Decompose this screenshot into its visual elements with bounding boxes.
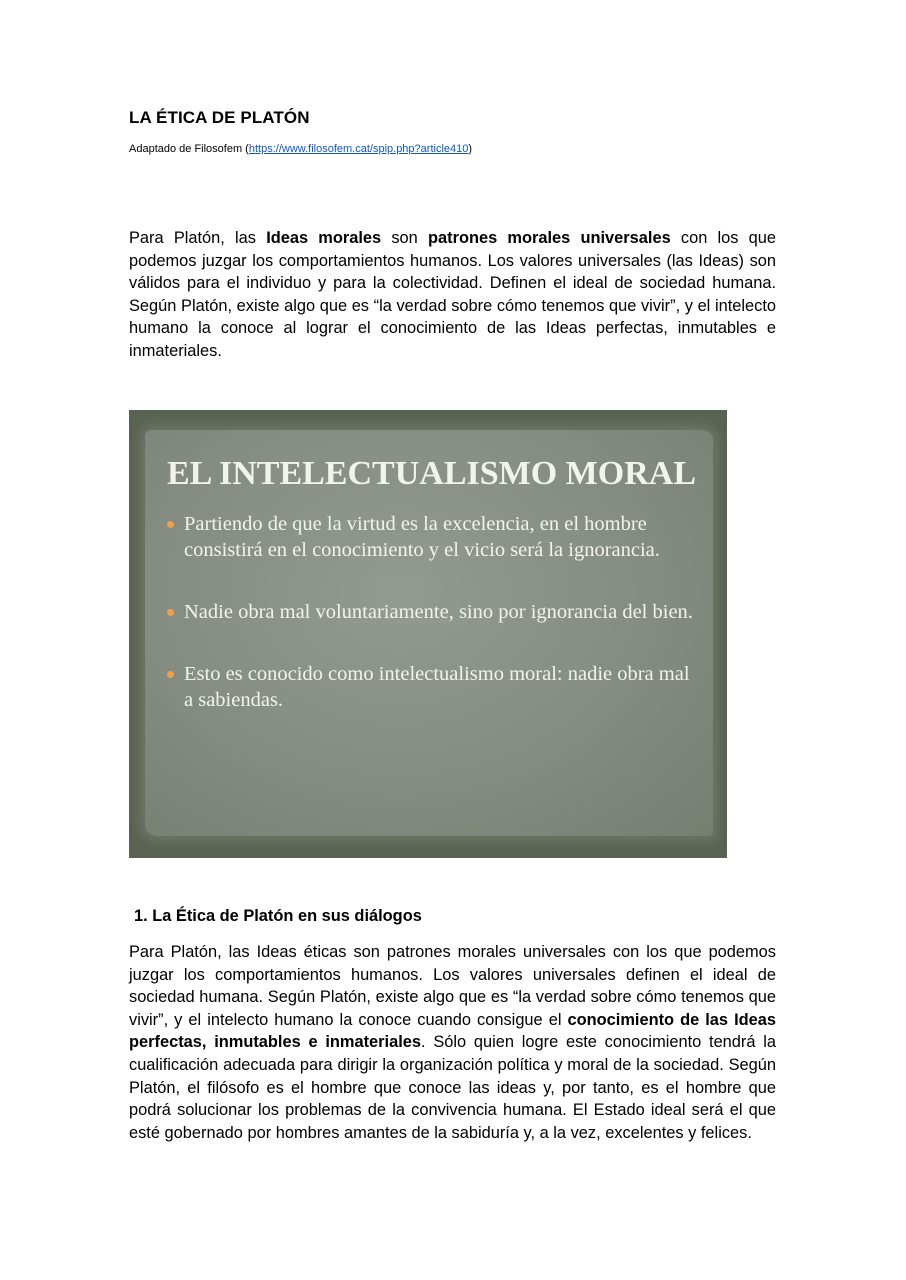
source-attribution	[129, 143, 472, 155]
slide-image	[129, 410, 727, 858]
text-run: con los que podemos juzgar los comportamientos humanos. Los valores universales (las Ideas) son válidos para el individuo y para la colectividad. Definen el ideal de sociedad humana. Según Platón, existe algo que es “la verdad sobre cómo tenemos que vivir”, y el intelecto humano la conoce al lograr el conocimiento de las Ideas perfectas, inmutables e inmateriales.	[129, 229, 776, 360]
section-paragraph	[129, 941, 776, 1144]
bullet-dot-icon	[167, 671, 174, 678]
text-run: son	[381, 229, 428, 247]
slide-bullet-text: Nadie obra mal voluntariamente, sino por ignorancia del bien.	[184, 601, 693, 623]
bold-run: Ideas morales	[266, 229, 382, 247]
slide-bullet-text: Esto es conocido como intelectualismo moral: nadie obra mal a sabiendas.	[184, 663, 690, 711]
slide-bullet	[167, 599, 697, 625]
bold-run: patrones morales universales	[428, 229, 671, 247]
text-run: . Sólo quien logre este conocimiento tendrá la cualificación adecuada para dirigir la organización política y moral de la sociedad. Según Platón, el filósofo es el hombre que conoce las ideas y, por tanto, es el hombre que podrá solucionar los problemas de la convivencia humana. El Estado ideal será el que esté gobernado por hombres amantes de la sabiduría y, a la vez, excelentes y felices.	[129, 1033, 777, 1142]
text-run: Para Platón, las Ideas éticas son patrones morales universales con los que podemos juzgar los comportamientos humanos. Los valores universales definen el ideal de sociedad humana. Según Platón, existe algo que es “la verdad sobre cómo tenemos que vivir”, y el intelecto humano la conoce cuando consigue el	[129, 943, 776, 1029]
section-heading-text: 1. La Ética de Platón en sus diálogos	[134, 907, 422, 925]
slide-bullet-list	[167, 511, 697, 749]
bold-run: conocimiento de las Ideas perfectas, inmutables e inmateriales	[129, 1010, 776, 1052]
source-prefix: Adaptado de Filosofem (	[129, 143, 249, 155]
slide-title: EL INTELECTUALISMO MORAL	[167, 455, 696, 492]
section-heading	[129, 907, 422, 926]
source-suffix: )	[468, 143, 473, 155]
source-link[interactable]: https://www.filosofem.cat/spip.php?article410	[248, 143, 469, 155]
document-title: LA ÉTICA DE PLATÓN	[129, 108, 310, 127]
slide-bullet	[167, 661, 697, 713]
bullet-dot-icon	[167, 609, 174, 616]
slide-bullet-text: Partiendo de que la virtud es la excelencia, en el hombre consistirá en el conocimiento y el vicio será la ignorancia.	[184, 513, 660, 561]
text-run: Para Platón, las	[129, 229, 267, 247]
bullet-dot-icon	[167, 521, 174, 528]
intro-paragraph	[129, 227, 776, 363]
slide-bullet	[167, 511, 697, 563]
